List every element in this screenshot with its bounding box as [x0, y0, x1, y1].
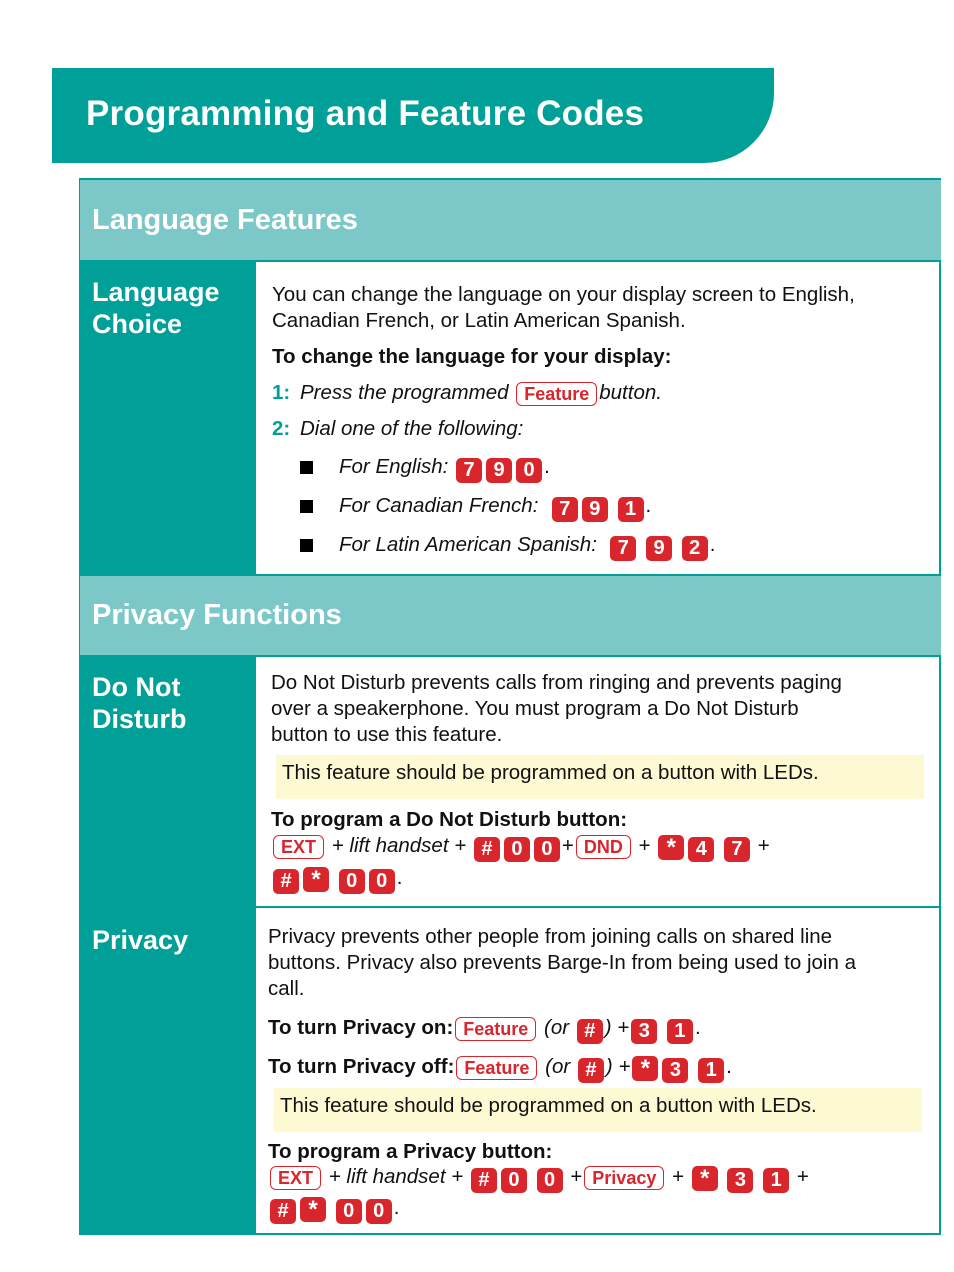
key-star[interactable]: * — [632, 1056, 658, 1081]
privacy-intro: Privacy prevents other people from joining calls on shared line buttons. Privacy also prevents Barge-In from being used to join a call. — [268, 925, 856, 1000]
privacy-functions-band — [80, 575, 941, 655]
divider — [254, 262, 256, 574]
privacy-functions-heading: Privacy Functions — [92, 599, 342, 631]
key-7[interactable]: 7 — [552, 497, 578, 522]
key-0[interactable]: 0 — [534, 837, 560, 862]
language-features-band — [80, 180, 941, 260]
language-step-1: 1: Press the programmed Feature button. — [272, 381, 662, 404]
ext-button[interactable]: EXT — [273, 835, 324, 859]
key-9[interactable]: 9 — [486, 458, 512, 483]
key-0[interactable]: 0 — [537, 1168, 563, 1193]
dnd-label: Do Not Disturb — [92, 672, 187, 734]
language-choice-label-cell — [80, 262, 254, 574]
list-item: For Latin American Spanish: 7 9 2 . — [300, 532, 715, 561]
key-0[interactable]: 0 — [516, 458, 542, 483]
key-1[interactable]: 1 — [618, 497, 644, 522]
key-hash[interactable]: # — [578, 1058, 604, 1083]
key-hash[interactable]: # — [273, 869, 299, 894]
divider — [254, 908, 256, 1234]
key-7[interactable]: 7 — [610, 536, 636, 561]
language-subheading: To change the language for your display: — [272, 345, 672, 368]
dnd-button[interactable]: DND — [576, 835, 631, 859]
privacy-note: This feature should be programmed on a button with LEDs. — [274, 1088, 922, 1132]
privacy-on-line: To turn Privacy on: Feature (or # ) + 3 1 . — [268, 1016, 701, 1042]
key-4[interactable]: 4 — [688, 837, 714, 862]
key-9[interactable]: 9 — [582, 497, 608, 522]
list-item: For English: 7 9 0 . — [300, 454, 550, 483]
key-star[interactable]: * — [300, 1197, 326, 1222]
key-0[interactable]: 0 — [336, 1199, 362, 1224]
key-1[interactable]: 1 — [763, 1168, 789, 1193]
key-hash[interactable]: # — [474, 837, 500, 862]
bullet-icon — [300, 461, 313, 474]
feature-button[interactable]: Feature — [455, 1017, 536, 1041]
dnd-label-cell — [80, 657, 254, 906]
key-7[interactable]: 7 — [724, 837, 750, 862]
bullet-icon — [300, 539, 313, 552]
language-intro: You can change the language on your display screen to English, Canadian French, or Latin American Spanish. — [272, 283, 855, 332]
key-hash[interactable]: # — [471, 1168, 497, 1193]
divider — [254, 657, 256, 906]
divider — [80, 574, 941, 576]
key-0[interactable]: 0 — [366, 1199, 392, 1224]
key-hash[interactable]: # — [270, 1199, 296, 1224]
page-header — [52, 68, 774, 163]
privacy-sequence-line-2: # * 0 0 . — [268, 1195, 399, 1224]
key-3[interactable]: 3 — [631, 1019, 657, 1044]
key-hash[interactable]: # — [577, 1019, 603, 1044]
privacy-subheading: To program a Privacy button: — [268, 1140, 553, 1163]
dnd-sequence-line-1: EXT + lift handset + # 0 0 + DND + * 4 7 + — [271, 833, 770, 862]
privacy-off-line: To turn Privacy off: Feature (or # ) + * 3 1 . — [268, 1055, 732, 1082]
language-step-2: 2: Dial one of the following: — [272, 417, 524, 440]
ext-button[interactable]: EXT — [270, 1166, 321, 1190]
bullet-icon — [300, 500, 313, 513]
key-9[interactable]: 9 — [646, 536, 672, 561]
privacy-label: Privacy — [92, 925, 189, 955]
dnd-note: This feature should be programmed on a button with LEDs. — [276, 755, 924, 799]
key-star[interactable]: * — [303, 867, 329, 892]
privacy-label-cell — [80, 908, 254, 1234]
page-title: Programming and Feature Codes — [86, 94, 645, 133]
dnd-sequence-line-2: # * 0 0 . — [271, 865, 402, 894]
key-7[interactable]: 7 — [456, 458, 482, 483]
list-item: For Canadian French: 7 9 1 . — [300, 493, 651, 522]
key-1[interactable]: 1 — [667, 1019, 693, 1044]
language-choice-label: Language Choice — [92, 277, 220, 339]
key-0[interactable]: 0 — [369, 869, 395, 894]
language-features-heading: Language Features — [92, 204, 358, 236]
key-3[interactable]: 3 — [727, 1168, 753, 1193]
key-star[interactable]: * — [658, 835, 684, 860]
key-star[interactable]: * — [692, 1166, 718, 1191]
key-2[interactable]: 2 — [682, 536, 708, 561]
key-0[interactable]: 0 — [504, 837, 530, 862]
key-1[interactable]: 1 — [698, 1058, 724, 1083]
key-3[interactable]: 3 — [662, 1058, 688, 1083]
key-0[interactable]: 0 — [339, 869, 365, 894]
dnd-subheading: To program a Do Not Disturb button: — [271, 808, 628, 831]
feature-button[interactable]: Feature — [516, 382, 597, 406]
privacy-sequence-line-1: EXT + lift handset + # 0 0 + Privacy + * 3 1 + — [268, 1164, 809, 1193]
key-0[interactable]: 0 — [501, 1168, 527, 1193]
dnd-intro: Do Not Disturb prevents calls from ringing and prevents paging over a speakerphone. You must program a Do Not Disturb button to use this feature. — [271, 671, 842, 746]
privacy-button[interactable]: Privacy — [584, 1166, 664, 1190]
feature-button[interactable]: Feature — [456, 1056, 537, 1080]
